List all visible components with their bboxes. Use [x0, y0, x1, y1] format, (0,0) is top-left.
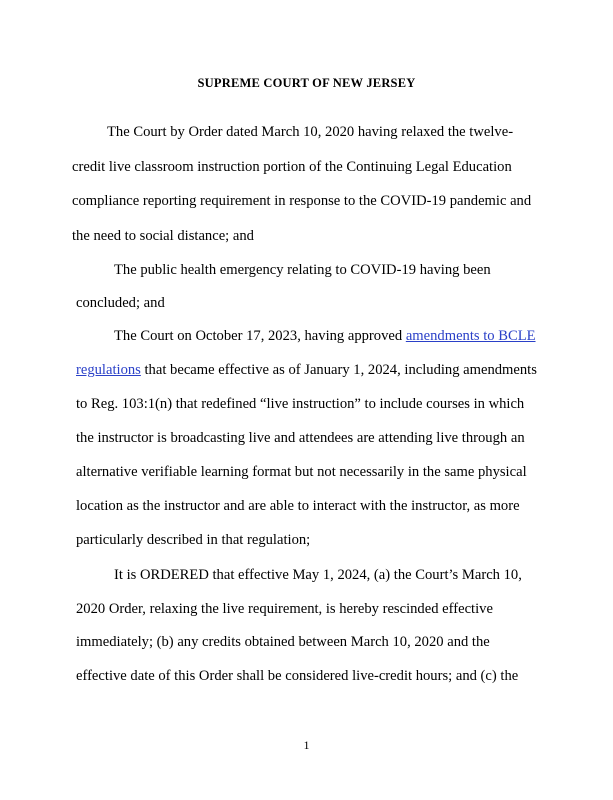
paragraph-3-line-4: the instructor is broadcasting live and attendees are attending live through an — [76, 430, 525, 446]
paragraph-3-line-1-text: The Court on October 17, 2023, having approved — [114, 328, 406, 344]
paragraph-1-line-4: the need to social distance; and — [72, 228, 254, 244]
paragraph-4-line-2: 2020 Order, relaxing the live requirement, is hereby rescinded effective — [76, 601, 493, 617]
paragraph-3-line-2-text: that became effective as of January 1, 2024, including amendments — [140, 362, 537, 378]
paragraph-1-line-1: The Court by Order dated March 10, 2020 having relaxed the twelve- — [107, 124, 514, 140]
paragraph-2-line-2: concluded; and — [76, 295, 165, 311]
page-number: 1 — [303, 738, 310, 752]
paragraph-3-line-5: alternative verifiable learning format but not necessarily in the same physical — [76, 464, 527, 480]
bcle-amendments-link[interactable]: amendments to BCLE — [405, 328, 536, 344]
paragraph-4-line-4: effective date of this Order shall be considered live-credit hours; and (c) the — [76, 668, 519, 684]
paragraph-3-line-2 — [76, 361, 537, 379]
paragraph-3-line-3: to Reg. 103:1(n) that redefined “live instruction” to include courses in which — [76, 396, 525, 412]
paragraph-1-line-2: credit live classroom instruction portion of the Continuing Legal Education — [72, 159, 512, 175]
paragraph-4-line-3: immediately; (b) any credits obtained between March 10, 2020 and the — [76, 634, 490, 650]
paragraph-3-line-7: particularly described in that regulation; — [76, 532, 311, 548]
paragraph-3-line-6: location as the instructor and are able to interact with the instructor, as more — [76, 498, 520, 514]
bcle-regulations-link[interactable]: regulations — [76, 362, 141, 378]
paragraph-3-line-1 — [114, 327, 536, 345]
paragraph-2-line-1: The public health emergency relating to COVID-19 having been — [114, 262, 491, 278]
document-title: SUPREME COURT OF NEW JERSEY — [197, 76, 416, 90]
paragraph-4-line-1: It is ORDERED that effective May 1, 2024, (a) the Court’s March 10, — [114, 567, 522, 583]
paragraph-1-line-3: compliance reporting requirement in response to the COVID-19 pandemic and — [72, 193, 532, 209]
